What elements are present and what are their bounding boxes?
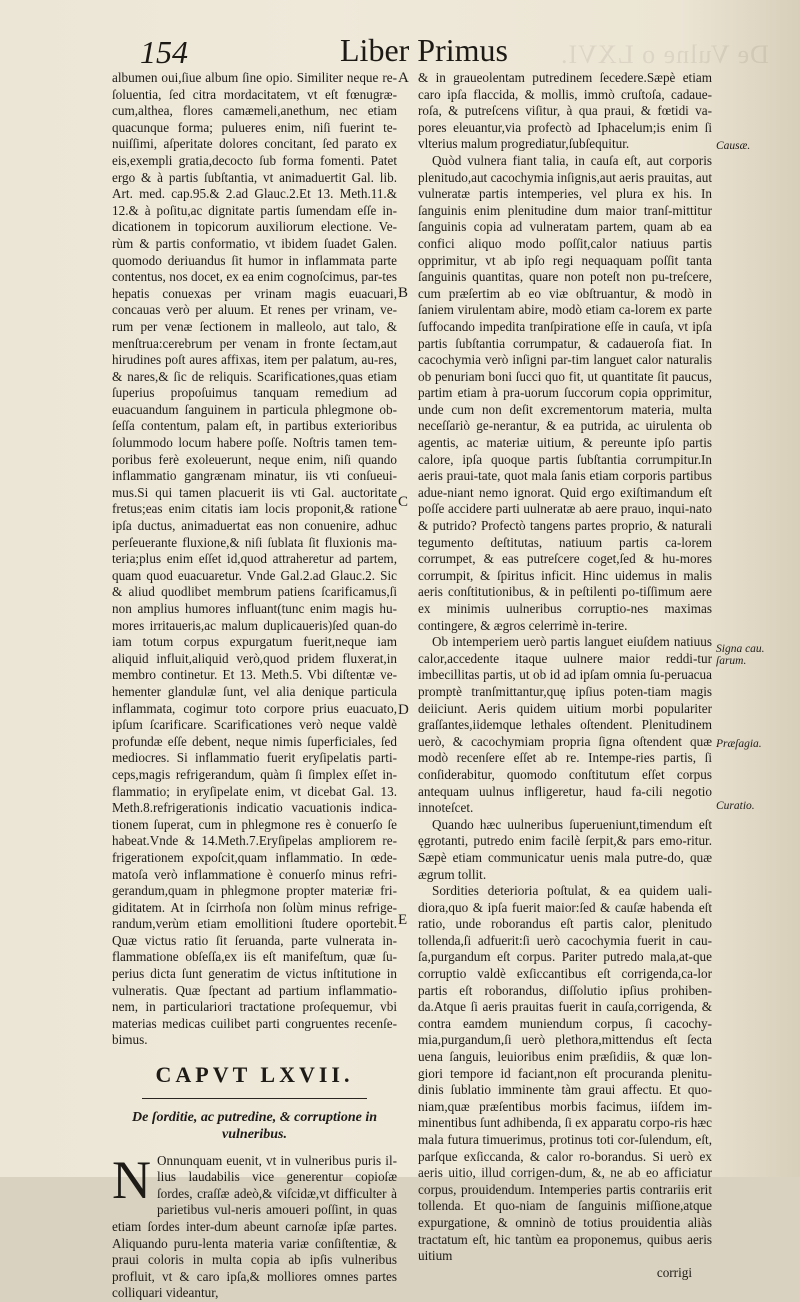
chapter-heading: CAPVT LXVII. — [155, 1062, 354, 1088]
right-paragraph-4: Quando hæc uulneribus ſuperueniunt,timendum eſt ęgrotanti, putredo enim facilè ſerpit,& pars emo-ritur. Sæpè etiam communicatur uenis mala putre-do, quæ ægrum tollit. — [418, 816, 712, 882]
margin-note-causae: Causæ. — [716, 140, 751, 152]
left-paragraph-2-text: Onnunquam euenit, vt in vulneribus puris il-lius laudabilis vice generentur copioſæ ſordes, craſſæ adeò,& viſcidæ,vt difficulter à parietibus vul-neris amoueri poſſint, in quas etiam ſordes inter-dum abeunt carnoſæ ipſæ partes. Aliquando puru-lenta materia variæ conſiſtentiæ, & praui coloris in multa copia ab ipſis vulneribus profluit, vt & caro ipſa,& molliores omnes partes colliquari videantur, — [112, 1152, 397, 1301]
chapter-subtitle: De ſorditie, ac putredine, & corruptione in vulneribus. — [132, 1109, 377, 1142]
section-marker-a: A — [398, 70, 409, 86]
heading-rule — [142, 1098, 367, 1099]
right-column — [418, 70, 712, 1281]
section-marker-d: D — [398, 702, 409, 718]
left-column — [112, 70, 397, 1302]
running-head: Liber Primus — [340, 32, 508, 68]
left-paragraph-1: albumen oui,ſiue album ſine opio. Similiter neque re-ſoluentia, ſed citra mordacitatem, vt eſt fœnugræ-cum,althea, flores camæmeli,anethum, nec etiam quacunque forma; pulueres enim, niſi fuerint te-nuiſſimi, aſperitate dolores concitant, ſed parato ex eis,exempli gratia,decocto ſub forma fomenti. Patet ergo & à partis ſubſtantia, vt animaduertit Gal. lib. Art. med. cap.95.& 2.ad Glauc.2.Et 13. Meth.11.& 12.& à poſitu,ac dignitate partis ſumendam eſſe in-dicationem in topicorum auxiliorum electione. Ve-rùm & partis conformatio, vt ibidem ſuadet Galen. quomodo deriuandus ſit humor in inflammata parte contentus, nos docet, ex ea enim cognoſcimus, par-tes hepatis conuexas per vrinam magis euacuari, concauas verò per aluum. Et renes per vrinam, ve-rum per venæ ſectionem in malleolo, aut talo, & menſtrua:cerebrum per venam in fronte ſectam,aut hirudines poſt aures affixas, item per palatum, au-res, & nares,& ſic de reliquis. Scarificationes,quas etiam ſuperius propoſuimus tanquam remedium ad euacuandum ſanguinem in particula phlegmone ob-ſeſſa contentum, palam eſt, in partibus exterioribus ſolummodo locum habere poſſe. Noſtris tamen tem-poribus ferè exoleuerunt, neque enim, niſi quando inflammatio gangrænam minatur, iis vti conſueui-mus.Si qui tamen placuerit iis vti Gal. auctoritate fretus;eas enim citatis iam locis proponit,& ratione ipſa ductus, animaduertat eas non conuenire, adhuc perſeuerante fluxione,& niſi ſublata ſit fluxionis ma-teria;plus enim eſſet id,quod attraheretur ad partem, quam quod euacuaretur. Vnde Gal.2.ad Glauc.2. Sic & aliud quodlibet membrum patiens ſcarificamus,ſi non amplius humores influant(tunc enim magis hu-mores irritaueris,ac malum duplicaueris)ſed quan-do iam totum corpus expurgatum fuerit,neque iam aliquid influit,aliquid verò,quod pridem fluxerat,in membro continetur. Et 13. Meth.5. Vbi diſtentæ ve-hementer glandulæ ſunt, vel alia denique particula inflammata, cogimur toto corpore prius euacuato, ipſum ſcarificare. Scarificationes verò neque valdè profundæ eſſe debent, neque nimis ſuperficiales, ſed mediocres. Si inflammatio fuerit eryſipelatis parti-ceps,magis refrigerandum, quàm ſi ſimplex eſſet in-flammatio; in eryſipelate enim, vt dicebat Gal. 13. Meth.8.refrigerationis indicatio vacuationis indica-tionem ſuperat, cum in phlegmone res è conuerſo ſe habeat.Vnde & 14.Meth.7.Eryſipelas ampliorem re-frigerationem expoſcit,quam inflammatio. In œde-matoſa verò inflammatione è conuerſo minus refri-gerandum,quam in phlegmone propter materiæ fri-giditatem. At in ſcirrhoſa non ſolùm minus refrige-randum,verùm etiam emollitioni ſtudere oportebit. Quæ victus ratio ſit ſeruanda, parte vulnerata in-flammatione obſeſſa,ex iis eſt manifeſtum, quæ ſu-perius dicta ſunt generatim de victus inſtitutione in vulneratis. Quæ ſpectant ad partium inflammatio-nem, in particulariori tractatione proſequemur, vbi materias medicas cuilibet parti congruentes recenſe-bimus. — [112, 70, 397, 1048]
left-paragraph-2 — [112, 1149, 397, 1302]
section-marker-e: E — [398, 912, 408, 928]
section-marker-b: B — [398, 285, 409, 301]
right-paragraph-1: & in graueolentam putredinem ſecedere.Sæpè etiam caro ipſa flaccida, & mollis, immò cruſtoſa, cadaue-roſa, & putreſcens viſitur, à qua praui, & fœtidi va-pores eleuantur,via profectò ad Iphacelum;is enim ſi vlterius malum progrediatur,ſubſequitur. — [418, 70, 712, 152]
right-paragraph-3: Ob intemperiem uerò partis languet eiuſdem natiuus calor,accedente itaque uulnere maior reddi-tur imbecillitas partis, ut ob id ad ipſam omnia ſu-peruacua promptè tranſmittantur,quę ipſius poten-tiam magis deiiciunt. Aeris quidem uitium morbi populariter graſſantes,iidemque lethales oſtendent. Plenitudinem uerò, & cacochymiam propria ſigna oſtendent quæ modò recenſere eſſet ab re. Intempe-ries partis, ſi conſiderabitur, quomodo conſtitutum eſſet corpus antequam uulnus infligeretur, haud fa-cili negotio innoteſcet. — [418, 634, 712, 816]
drop-cap: N — [112, 1149, 151, 1210]
section-marker-c: C — [398, 494, 409, 510]
margin-note-praesagia: Præſagia. — [716, 738, 762, 750]
margin-note-signa: Signa cau. ſarum. — [716, 643, 765, 667]
catchword: corrigi — [656, 1264, 692, 1280]
bleed-through-text: De Vulne o LXVI. — [560, 40, 769, 69]
right-paragraph-2: Quòd vulnera fiant talia, in cauſa eſt, aut corporis plenitudo,aut cacochymia inſignis,aut aeris prauitas, aut vulneratæ partis intemperies, vel plura ex his. In ſanguinis enim plenitudine dum maior tranſ-mittitur ſanguinis copia ad vulneratam partem, quam ab ea confici aliquo modo poſſit,calor natiuus partis opprimitur, vt ab ipſo regi nequaquam poſſit tanta ſanguinis quantitas, quare non poteſt non pu-treſcere, cum præſertim ab eo viæ obſtruantur, & modò in ſaniem virulentam abire, modò etiam ca-lorem ex parte ſuffocando impedita tranſpiratione eſſe in cauſa, vt ipſa partis ſubſtantia corrumpatur, & cadaueroſa fiat. In cacochymia verò inſigni par-tim languet calor naturalis ob penuriam boni ſucci quo fit, ut quantitate ſit paucus, partim etiam à pra-uorum ſuccorum copia opprimitur, unde cum non deſit excrementorum materia, multa neceſſariò ge-nerantur, & ea putrida, ac uirulenta ob agentis, ac materiæ uitium, & pereunte ipſo partis calore, ipſa quoque partis ſubſtantia corrumpitur.In aeris praui-tate, quot mala ſanis etiam corporis partibus adue-niant nemo ignorat. Quid ergo exiſtimandum eſt poſſe accidere parti uulneratæ ab aere prauo, inqui-nato & putrido? Profectò tangens partes proprio, & naturali tegumento deſtitutas, natiuum partis ca-lorem corrumpet, & eas putreſcere coget,ſed & hu-mores corrumpit, & ſpiritus inficit. Hinc uidemus in malis aeris conſtitutionibus, & in peſtilenti po-tiſſimum aere ex minimis uulneribus corruptio-nes maximas contingere, & ægros celerrimè in-terire. — [418, 152, 712, 633]
page-header — [0, 30, 800, 70]
page-number: 154 — [140, 34, 188, 70]
right-paragraph-5: Sordities deterioria poſtulat, & ea quidem uali-diora,quo & ipſa fuerit maior:ſed & cauſæ habenda eſt ratio, unde roborandus eſt partis calor, plenitudo tollenda,ſi adfuerit:ſi uerò cacochymia fuerit in cau-ſa,purgandum eſt corpus. Pariter putredo mala,at-que corruptio valdè exſiccantibus eſt corrigenda,ca-lor partis eſt roborandus, diſſolutio ipſius prohiben-da.Atque ſi aeris prauitas fuerit in cauſa,corrigenda, & contra eamdem muniendum corpus, ſi cacochy-mia,purgandum,ſi uerò plethora,mittendus eſt ſecta uena ſanguis, leuioribus enim præſidiis, & quæ lon-giori tempore id faciant,non eſt procuranda plenitu-dinis ſublatio imminente tàm graui affectu. Et quo-niam,quæ præſentibus morbis facimus, iiſdem im-minentibus ſunt adhibenda, ſi ex apparatu corpo-ris hæc mala futura timuerimus, protinus toti cor-ſulendum, eſt, parſque exſiccanda, & calor ro-borandus. Si uerò ex aeris uitio, illud corrigen-dum, &, ne ab eo afficiatur corpus, prouidendum. Intemperies partis contrariis erit tollenda. Et quo-niam de ſanguinis miſſione,atque expurgatione, & omninò de totius prouidentia aliàs tractatum eſt, hic tantùm ea proponemus, quibus aeris uitium — [418, 883, 712, 1264]
margin-note-curatio: Curatio. — [716, 800, 755, 812]
